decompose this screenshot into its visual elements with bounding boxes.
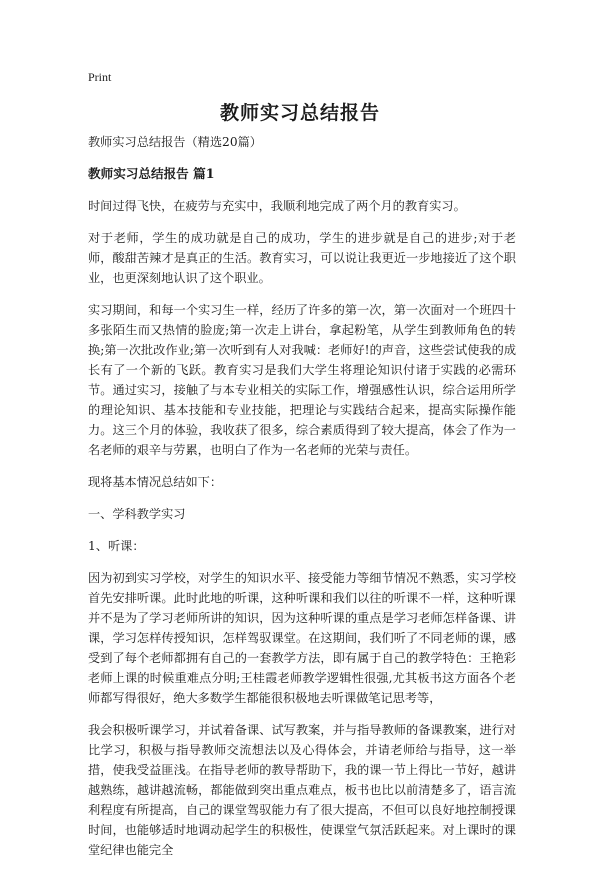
paragraph: 实习期间，和每一个实习生一样，经历了许多的第一次，第一次面对一个班四十多张陌生而又热情的脸庞;第一次走上讲台，拿起粉笔，从学生到教师角色的转换;第一次批改作业;第一次听到有人对我喊：老师好!的声音，这些尝试使我的成长有了一个新的飞跃。教育实习是我们大学生将理论知识付诸于实践的必需环节。通过实习，接触了与本专业相关的实际工作，增强感性认识，综合运用所学的理论知识、基本技能和专业技能，把理论与实践结合起来，提高实际操作能力。这三个月的体验，我收获了很多，综合素质得到了较大提高，体会了作为一名老师的艰辛与劳累，也明白了作为一名老师的光荣与责任。 bbox=[88, 303, 516, 457]
paragraph: 时间过得飞快，在疲劳与充实中，我顺利地完成了两个月的教育实习。 bbox=[88, 199, 466, 213]
document-subtitle: 教师实习总结报告（精选20篇） bbox=[88, 135, 262, 149]
paragraph: 现将基本情况总结如下： bbox=[88, 475, 223, 489]
document-title: 教师实习总结报告 bbox=[219, 102, 380, 124]
paragraph: 因为初到实习学校，对学生的知识水平、接受能力等细节情况不熟悉，实习学校首先安排听课。此时此地的听课，这种听课和我们以往的听课不一样，这种听课并不是为了学习老师所讲的知识，因为这种听课的重点是学习老师怎样备课、讲课，学习怎样传授知识，怎样驾驭课堂。在这期间，我们听了不同老师的课，感受到了每个老师都拥有自己的一套教学方法，即有属于自己的教学特色：王艳彩老师上课的时候重难点分明;王桂霞老师教学逻辑性很强,尤其板书这方面各个老师都写得很好，绝大多数学生都能很积极地去听课做笔记思考等， bbox=[88, 571, 516, 705]
paragraph: 1、听课： bbox=[88, 539, 145, 553]
print-link[interactable]: Print bbox=[88, 70, 112, 84]
document-body bbox=[88, 132, 516, 872]
section-heading: 教师实习总结报告 篇1 bbox=[88, 166, 215, 181]
paragraph: 一、学科教学实习 bbox=[88, 507, 186, 521]
paragraph: 我会积极听课学习，并试着备课、试写教案，并与指导教师的备课教案，进行对比学习，积极与指导教师交流想法以及心得体会，并请老师给与指导，这一举措，使我受益匪浅。在指导老师的教导帮助下，我的课一节上得比一节好，越讲越熟练，越讲越流畅，都能做到突出重点难点，板书也比以前清楚多了，语言流利程度有所提高，自己的课堂驾驭能力有了很大提高，不但可以良好地控制授课时间，也能够适时地调动起学生的积极性，使课堂气氛活跃起来。对上课时的课堂纪律也能完全 bbox=[88, 723, 516, 857]
paragraph: 对于老师，学生的成功就是自己的成功，学生的进步就是自己的进步;对于老师，酸甜苦辣才是真正的生活。教育实习，可以说让我更近一步地接近了这个职业，也更深刻地认识了这个职业。 bbox=[88, 231, 516, 285]
